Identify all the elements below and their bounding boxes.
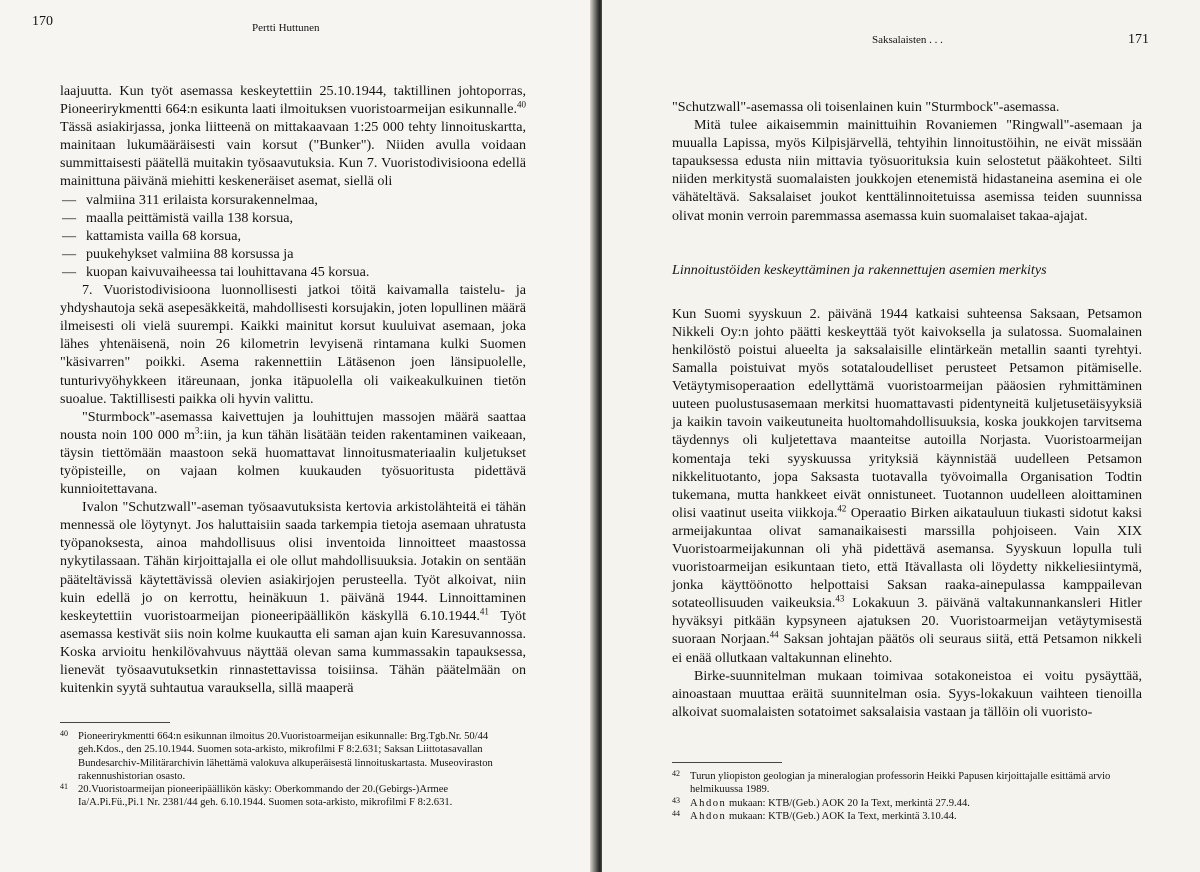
list-dash: — [62, 209, 77, 226]
left-page [0, 0, 596, 872]
footnotes [60, 730, 516, 810]
footnote-text: mukaan: KTB/(Geb.) AOK Ia Text, merkintä 3.10.44. [726, 810, 957, 822]
list-dash: — [62, 245, 77, 262]
footnote-number: 40 [60, 729, 68, 738]
footnote [672, 770, 1142, 797]
footnote-author: Ahdon [690, 797, 727, 809]
footnote-number: 44 [672, 808, 680, 818]
footnote-number: 41 [60, 782, 68, 792]
page-number: 170 [32, 14, 53, 29]
footnote [60, 730, 516, 783]
text-run: Työt asemassa kestivät siis noin kolme kuukautta eli saman ajan kuin Karesuvannossa. Koska arvioitu henkilövahvuus näyttää olevan sama kummassakin tapauksessa, lienevät työsaavutuksetkin rinnastettavissa toisiinsa. Tähän päätelmään on kuitenkin syytä suhtautua varauksella, sillä maaperä [60, 607, 526, 697]
footnote [60, 783, 516, 810]
footnote-author: Ahdon [690, 810, 727, 822]
text-run: Ivalon "Schutzwall"-aseman työsaavutuksista kertovia arkistolähteitä ei tähän mennessä ole löytynyt. Jos haluttaisiin saada tarkempia tietoja asemaan uhratusta työpanoksesta, ainoa mahdollisuus olisi inventoida linnoitteet maastossa nykytilassaan. Tähän kirjoittajalla ei ole ollut mahdollisuuksia. Jotakin on sentään pääteltävissä käytettävissä olevien asiakirjojen perusteella. Työt alkoivat, niin kuin edellä jo on kerrottu, heinäkuun 1. päivänä 1944. Linnoittaminen keskeytettiin vuoristoarmeijan pioneeripäällikön käskyllä 6.10.1944. [60, 499, 526, 624]
text-run: Tässä asiakirjassa, jonka liitteenä on mittakaavaan 1:25 000 tehty linnoituskartta, mainitaan lukumääräisesti vain korsut ("Bunker"). Niiden avulla voidaan summittaisesti päätellä muitakin työsaavutuksia. Kun 7. Vuoristodivisioona edellä mainittuna päivänä miehitti keskeneräiset asemat, siellä oli [60, 119, 526, 190]
page-number: 171 [1128, 32, 1149, 47]
footnote-ref: 41 [479, 606, 489, 617]
body-text [672, 98, 1142, 721]
text-run: "Sturmbock"-asemassa kaivettujen ja louhittujen massojen määrä saattaa nousta noin 100 000 m [60, 408, 526, 443]
list-item-text: kattamista vailla 68 korsua, [86, 227, 241, 244]
footnote [672, 797, 1142, 810]
text-run: Operaatio Birken aikatauluun tiukasti sidotut kaksi armeijakuntaa olivat samanaikaisesti marssilla pohjoiseen. Vain XIX Vuoristoarmeijakunnan oli yhä pidettävä asemansa. Syyskuun lopulla tuli vuoristoarmeijan esikuntaan tieto, että Itävallasta oli löydetty nikkeliesiintymä, jonka käyttöönotto helpottaisi Saksan raaka-ainepulassa kamppailevan sotateollisuuden vaikeuksia. [672, 504, 1142, 612]
list-item-text: valmiina 311 erilaista korsurakennelmaa, [86, 191, 318, 208]
footnotes [672, 770, 1142, 823]
list-dash: — [62, 227, 77, 244]
footnote-ref: 40 [517, 99, 526, 110]
footnote-ref: 42 [837, 503, 847, 514]
paragraph [60, 82, 526, 191]
text-run: Saksan johtajan päätös oli seuraus siitä, että Petsamon nikkeli ei enää ollutkaan valtakunnan elinehto. [672, 631, 1142, 666]
paragraph [672, 305, 1142, 667]
list-dash: — [62, 191, 77, 208]
list-item-text: maalla peittämistä vailla 138 korsua, [86, 209, 294, 226]
text-run: Kun Suomi syyskuun 2. päivänä 1944 katkaisi suhteensa Saksaan, Petsamon Nikkeli Oy:n johto päätti keskeyttää työt kaivoksella ja sulatossa. Suomalainen henkilöstö poistui alueelta ja saksalaisille elintärkeän metallin saanti tyrehtyi. Samalla poistuivat myös sotataloudelliset perusteet Petsamon pitämiselle. Vetäytymisoperaation edellyttämä vuoristoarmeijan pääosien ryhmittäminen uuteen puolustusasemaan merkitsi huomattavasti pidentyneitä kuljetusetäisyyksiä ja kaikin tavoin vaikeutuneita huoltomahdollisuuksia, koska joukkojen tarvitsema täydennys oli kuljetettava maanteitse autoilla Norjasta. Vuoristoarmeijan komentaja teki syyskuussa yrityksiä käynnistää uudelleen Petsamon nikkelituotanto, jopa Saksasta tuotavalla työvoimalla Organisation Todtin tukemana, mutta hankkeet eivät onnistuneet. Tuotannon uudelleen aloittaminen olisi vaatinut useita viikkoja. [672, 305, 1142, 521]
paragraph: 7. Vuoristodivisioona luonnollisesti jatkoi töitä kaivamalla taistelu- ja yhdyshautoja sekä asepesäkkeitä, mahdollisesti korsujakin, joten lopullinen määrä ilmeisesti oli vielä suurempi. Kaikki mainitut korsut kuuluivat asemaan, joka lähes yhtenäisenä, noin 26 kilometrin levyisenä rintamana kulki Suomen "käsivarren" poikki. Asema rakennettiin Lätäsenon joen länsipuolelle, tunturivyöhykkeen itäreunaan, jonka itäpuolella oli vaikeakulkuinen tietön suoalue. Taktillisesti paikka oli hyvin valittu. [60, 282, 526, 407]
list-item [60, 209, 526, 227]
list-item [60, 191, 526, 209]
footnote-rule [672, 762, 782, 763]
footnote-number: 42 [672, 769, 680, 778]
list-item [60, 227, 526, 245]
paragraph: "Schutzwall"-asemassa oli toisenlainen kuin "Sturmbock"-asemassa. [672, 99, 1060, 115]
right-page [602, 0, 1200, 872]
list-item [60, 263, 526, 281]
list-item-text: puukehykset valmiina 88 korsussa ja [86, 245, 294, 262]
footnote-number: 43 [672, 795, 680, 805]
superscript: 3 [194, 425, 200, 436]
text-run: :iin, ja kun tähän lisätään teiden rakentaminen vaikeaan, täysin tiettömään maastoon sekä huomattavat linnoitusmateriaalin kuljetukset työpisteille, on vajaan kolmen kuukauden työsuoritusta pidettävä kunnioitettavana. [60, 426, 526, 498]
body-text [60, 82, 526, 697]
footnote [672, 810, 1142, 823]
list-item [60, 245, 526, 263]
paragraph: Birke-suunnitelman mukaan toimivaa sotakoneistoa ei voitu pysäyttää, ainoastaan muuttaa eräitä suunnitelman osia. Syys-lokakuun vaihteen tienoilla alkoivat suomalaisten sotatoimet saksalaisia vastaan ja tällöin oli vuoristo- [672, 667, 1142, 720]
text-run: laajuutta. Kun työt asemassa keskeytettiin 25.10.1944, taktillinen johtoporras, Pioneerirykmentti 664:n esikunta laati ilmoituksen vuoristoarmeijan esikunnalle. [60, 83, 526, 118]
footnote-text: Pioneerirykmentti 664:n esikunnan ilmoitus 20.Vuoristoarmeijan esikunnalle: Brg.Tgb.Nr. 50/44 geh.Kdos., den 25.10.1944. Suomen sota-arkisto, mikrofilmi F 8:2.631; Saksan Liittotasavallan Bundesarchiv-Militärarchivin lähettämä valokuva alkuperäisestä linnoituskartasta. Museoviraston rakennushistorian osasto. [78, 731, 493, 782]
footnote-text: 20.Vuoristoarmeijan pioneeripäällikön käsky: Oberkommando der 20.(Gebirgs-)Armee Ia/A.Pi.Fü.,Pi.1 Nr. 2381/44 geh. 6.10.1944. Suomen sota-arkisto, mikrofilmi F 8:2.631. [78, 784, 453, 809]
footnote-text: Turun yliopiston geologian ja mineralogian professorin Heikki Papusen kirjoittajalle esittämä arvio helmikuussa 1989. [690, 771, 1111, 796]
item-list [60, 191, 526, 281]
paragraph [60, 408, 526, 498]
footnote-ref: 44 [769, 629, 779, 640]
paragraph: Mitä tulee aikaisemmin mainittuihin Rovaniemen "Ringwall"-asemaan ja muualla Lapissa, myös Kilpisjärvellä, tehtyihin linnoitustöihin, ne eivät missään tapauksessa edusta niin mittavia työsuorituksia kuin selostetut pääkohteet. Silti niiden merkitystä suomalaisten joukkojen etenemistä hidastaneina asemina ei ole vähäteltävä. Saksalaiset joukot kenttälinnoitetuissa asemissa teiden suunnissa olivat monin verroin paremmassa asemassa kuin suomalaiset takaa-ajajat. [672, 117, 1142, 224]
text-run: Lokakuun 3. päivänä valtakunnankansleri Hitler hyväksyi pitkään kypsyneen ajatuksen 20. Vuoristoarmeijan vetäytymisestä suoraan Norjaan. [672, 595, 1142, 648]
section-heading: Linnoitustöiden keskeyttäminen ja rakennettujen asemien merkitys [672, 261, 1047, 278]
footnote-text: mukaan: KTB/(Geb.) AOK 20 Ia Text, merkintä 27.9.44. [726, 797, 970, 809]
running-head: Saksalaisten . . . [872, 34, 943, 46]
footnote-ref: 43 [835, 593, 845, 604]
footnote-rule [60, 722, 170, 723]
list-item-text: kuopan kaivuvaiheessa tai louhittavana 45 korsua. [86, 263, 370, 280]
paragraph [60, 498, 526, 697]
running-head: Pertti Huttunen [252, 22, 320, 34]
list-dash: — [62, 263, 77, 280]
